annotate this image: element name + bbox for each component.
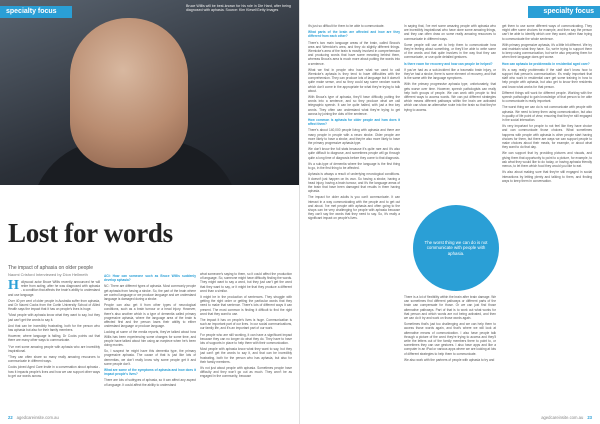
paragraph: Over 40 per cent of older people in Australia suffer from aphasia, and Dr Naomi Cocks from the Curtin University School of Allied Health says the impact that it has on people's lives is huge. <box>8 298 100 312</box>
paragraph: NC: There are different types of aphasia. Most commonly people get aphasia from having a stroke. So, the part of the brain where we control language or we produce language and we understand language is damaged during a stroke. <box>104 284 196 302</box>
article-byline: Naomi Crisford Interviewed by Dion Hellmeth <box>8 272 88 277</box>
page-number: 23 <box>587 415 592 420</box>
section-tab-right: specialty focus <box>528 6 600 18</box>
paragraph: There's about 140,000 people living with aphasia and there are many people in people with a neuro stroke. Older people are more likely to have a stroke, and they're also more likely to have the primary progressive aphasia type. <box>308 128 400 146</box>
column-3 <box>200 272 292 410</box>
paragraph: There's two main language areas of the brain, called Broca's area and Wernicke's area, and they do slightly different things. Wernicke's area of the brain is mostly involved in comprehension and producing words that have some meaning behind them, whereas Broca's area is much more about putting the words into a sentence. <box>308 40 400 66</box>
paragraph: It's a sub-type of dementia where the language is the first thing to go, in the first thing to be affected. <box>308 161 400 171</box>
paragraph: We also work with the partners of people with aphasia to try and <box>404 357 495 362</box>
paragraph: It's very important for people to not feel like they have choice and can communicate those choices. What sometimes happens with people with aphasia is other people start having choices for them, but there are ways we can support people to make choices about their meals, for example, or about what they want to do that day. <box>502 124 592 150</box>
paragraph: If you've had as a sub-incident like a traumatic brain injury, or they've had a stroke, there is some element of recovery, and that is the same with the language symptoms. <box>404 67 496 81</box>
hero-photo <box>0 0 300 185</box>
paragraph: Most people with aphasia know what they want to say, but they just can't get the words to say it, and that can be incredibly frustrating, both for the person who has aphasia, but also for their family members. <box>200 347 292 364</box>
footer-left <box>8 415 59 420</box>
paragraph: get them to use some different ways of communicating. They might offer some choices for example, and then say the person can't be able to identify which one they want, rather than trying to communicate the whole sentence. <box>502 24 592 41</box>
paragraph: Aphasia is always a result of underlying neurological conditions. It doesn't just happen on its own. So having a stroke, having a head injury, having a brain tumour, and it's the language areas of the brain that have been damaged that results in them having aphasia. <box>308 172 400 194</box>
paragraph: It's a way really problematic if the staff don't know how to support that person's communication. It's really important that staff who work in residential care get some training in how to help people with aphasia, but also get to know their residents and know what works for that person. <box>502 67 592 89</box>
paragraph: It might be in the production of sentences. They struggle with getting the right order or getting the particular words that they need to make that sentence. There's lots of different ways it can present. The most common is finding it difficult to find the right word that they want to use. <box>200 295 292 316</box>
photo-subject-head <box>70 18 188 168</box>
paragraph: People can also get it from other types of neurological conditions, such as a brain tumour or a head injury. However, there's also another which is a type of dementia called primary progressive aphasia, where the language area of the brain is affected first and the person loses their ability to either understand language or produce language. <box>104 303 196 329</box>
paragraph: "Most people with aphasia know what they want to say, but they just can't get the words to say it. <box>8 313 100 322</box>
column-1 <box>8 280 100 410</box>
paragraph: So, I suspect he might have this dementia type, the primary progressive aphasia. The cause of that is just like lots of dementias, we don't really know why some people get it and some people don't. <box>104 349 196 366</box>
paragraph: Looking at some of the media reports, they've talked about how Willis has been experiencing some changes for some time, and people have talked about him using an earpiece when he's been doing movies. <box>104 330 196 348</box>
section-tab-left: specialty focus <box>0 6 72 18</box>
paragraph: With Broca's type of aphasia, they'll have difficulty putting the words into a sentence, and so they produce what we call telegraphic speech. It can be quite halted, with just a few key words. They often can understand what they're trying to get across by joining the dots of the sentence. <box>308 95 400 116</box>
interview-question: How common is aphasia for older people and how does it affect them? <box>308 118 400 127</box>
interview-question: How can aphasia be problematic in residential aged care? <box>502 61 590 66</box>
paragraph: "I've met some amazing people with aphasia who are incredibly inspirational. <box>8 344 100 353</box>
footer-site: agedcareinsite.com.au <box>541 415 584 420</box>
interview-question: ACI: How can someone such as Bruce Willis suddenly develop aphasia? <box>104 274 196 283</box>
paragraph: What we find in people who have what we used to call Wernicke's aphasia is they tend to have difficulties with the comprehension. They can produce lots of language but it doesn't quite make sense, and so they could say some random words which don't come in the appropriate for what they're trying to talk about. <box>308 67 400 93</box>
drop-cap: H <box>8 280 19 293</box>
column-5-bottom <box>404 295 496 410</box>
paragraph: We don't know the full stats because it's quite rare and it's also quite difficult to diagnose, and sometimes people will go through quite a long time of diagnosis before they come to that diagnosis. <box>308 147 400 160</box>
paragraph: There are lots of subtypes of aphasia, so it can affect any aspect of language. It could affect the ability to understand <box>104 378 196 387</box>
paragraph: With the primary progressive aphasia type, unfortunately, that gets worse over time. However, speech pathologists can really help both groups of people. We can work with people to find different ways to access words. We can put different strategies which means different pathways within the brain are activated which can show an alternative route into the brain so that they're trying to access. <box>404 82 496 112</box>
paragraph: it's just so difficult for them to be able to communicate. <box>308 24 385 28</box>
paragraph: In saying that, I've met some amazing people with aphasia who are incredibly inspirational who have done some amazing things, and they can often draw on some really amazing resources to communicate in different ways. <box>404 24 496 41</box>
column-6 <box>502 24 592 410</box>
paragraph: We can support that by providing pictures and visuals, and giving them that opportunity to point to a picture, for example, to ask what they would like to do today, or having aphasia friendly menus, to let them which food they would you like to eat. <box>502 151 592 169</box>
paragraph: There is a lot of flexibility within the brain after brain damage. We can sometimes find different pathways or different parts of the brain can compensate for those. Or we can just find those alternative pathways. Part of that is to work out what works for that person and which words are not being activated, and then we can do it try and work on those words again. <box>404 295 496 321</box>
column-2 <box>104 272 196 410</box>
paragraph: It's also about making sure that they're still engaged in social interactions by letting plenty and talking to them, and finding ways to keep them in conversation. <box>502 170 592 183</box>
paragraph: Sometimes that's just too challenging and we can help them to access those words again, and that's where we will look at alternative means of communication. I also have people talk through a picture of the word they're trying to access and they'll write the letters out of the family members there to point to, or sometimes they can use gestures. I also have apps and like a computer in an iPad or various apps where we are looking at lots of different strategies to help them to communicate. <box>404 322 496 356</box>
paragraph: For people who are still working, it can have a significant impact because they can no longer do what they do. They have to have lots of supports in place to help them with their communication. <box>200 332 292 346</box>
interview-question: Is there room for recovery and how can people be helped? <box>404 61 493 66</box>
column-4 <box>308 24 400 410</box>
paragraph: Cocks joined Aged Care Insite in a conversation about aphasia - how it impacts people's lives and how we can support other ways to get our words across. <box>8 365 100 378</box>
pull-quote-text: The worst thing we can do is not communicate with people with aphasia. <box>424 239 488 256</box>
paragraph: "They can often share so many really amazing resources to communicate in different ways. <box>8 355 100 364</box>
paragraph: Some people will use art to help them to communicate how they're feeling about something, or they'll be able to write some of the words and that quite involves in the way that they can communicate, or use quite detailed gestures. <box>404 42 496 60</box>
paragraph: However, where language is failing, Dr Cocks points out that there are many other ways to communicate. <box>8 334 100 343</box>
paragraph: And that can be incredibly frustrating, both for the person who has aphasia but also for their family members. <box>8 323 100 333</box>
paragraph: It's not just about people with aphasia. Sometimes people have difficulty and they won't go out as much. They won't be as engaged in the community, because <box>200 366 292 379</box>
right-page <box>300 0 600 424</box>
footer-right <box>541 415 592 420</box>
interview-question: What are some of the symptoms of aphasia and how does it impact people's lives? <box>104 368 196 377</box>
column-5-top <box>404 24 496 204</box>
footer-site: agedcareinsite.com.au <box>16 415 59 420</box>
paragraph: Different things will work for different people. Working with the speech pathologist to gain knowledge of that person to be able to communicate is really important. <box>502 90 592 104</box>
paragraph: Hollywood actor Bruce Willis recently announced he will retire from acting, after he was diagnosed with aphasia - a condition that affects the brain's ability to understand and use language. <box>8 280 100 297</box>
paragraph: With primary progressive aphasia, it's a little bit different. We try and maintain what they have. So, we're trying to support them to keep using communication, but we're also preparing them for when their language does get worse. <box>502 42 592 60</box>
article-kicker: The impact of aphasia on older people <box>8 265 94 271</box>
paragraph: The worst thing we can do is not communicate with people with aphasia. We need to keep them using communication, but also in quality of life point of view, ensuring that they're still engaged in the social interaction. <box>502 105 592 123</box>
page-number: 22 <box>8 415 13 420</box>
paragraph: what someone's saying to them, so it could affect the production of language. So, someone might have difficulty finding the words. They might want to say a word, but they just can't get the word that they want to say, or it might be that they produce a different word than a similar. <box>200 272 292 293</box>
photo-caption: Bruce Willis will be best-known for his role in Die Hard, after being diagnosed with aphasia. Source: Kim Kiesel/Getty Images <box>186 4 291 13</box>
article-headline: Lost for words <box>8 218 173 248</box>
paragraph: The impact for older adults is you can't communicate. It can interact in a way communicating with the people and to get out and about. I've met people with aphasia and often going to the shops can be very challenging for people with aphasia because they can't say the words that they need to say. So, it's really a significant impact on people's lives. <box>308 195 400 221</box>
interview-question: What parts of the brain are affected and how are they different from each other? <box>308 30 400 39</box>
paragraph: The impact it has on people's lives is huge. Communication is such an important part of our lives. In our social communications, our family life, and it's an important part of our work. <box>200 318 292 331</box>
pull-quote-circle <box>413 205 499 291</box>
